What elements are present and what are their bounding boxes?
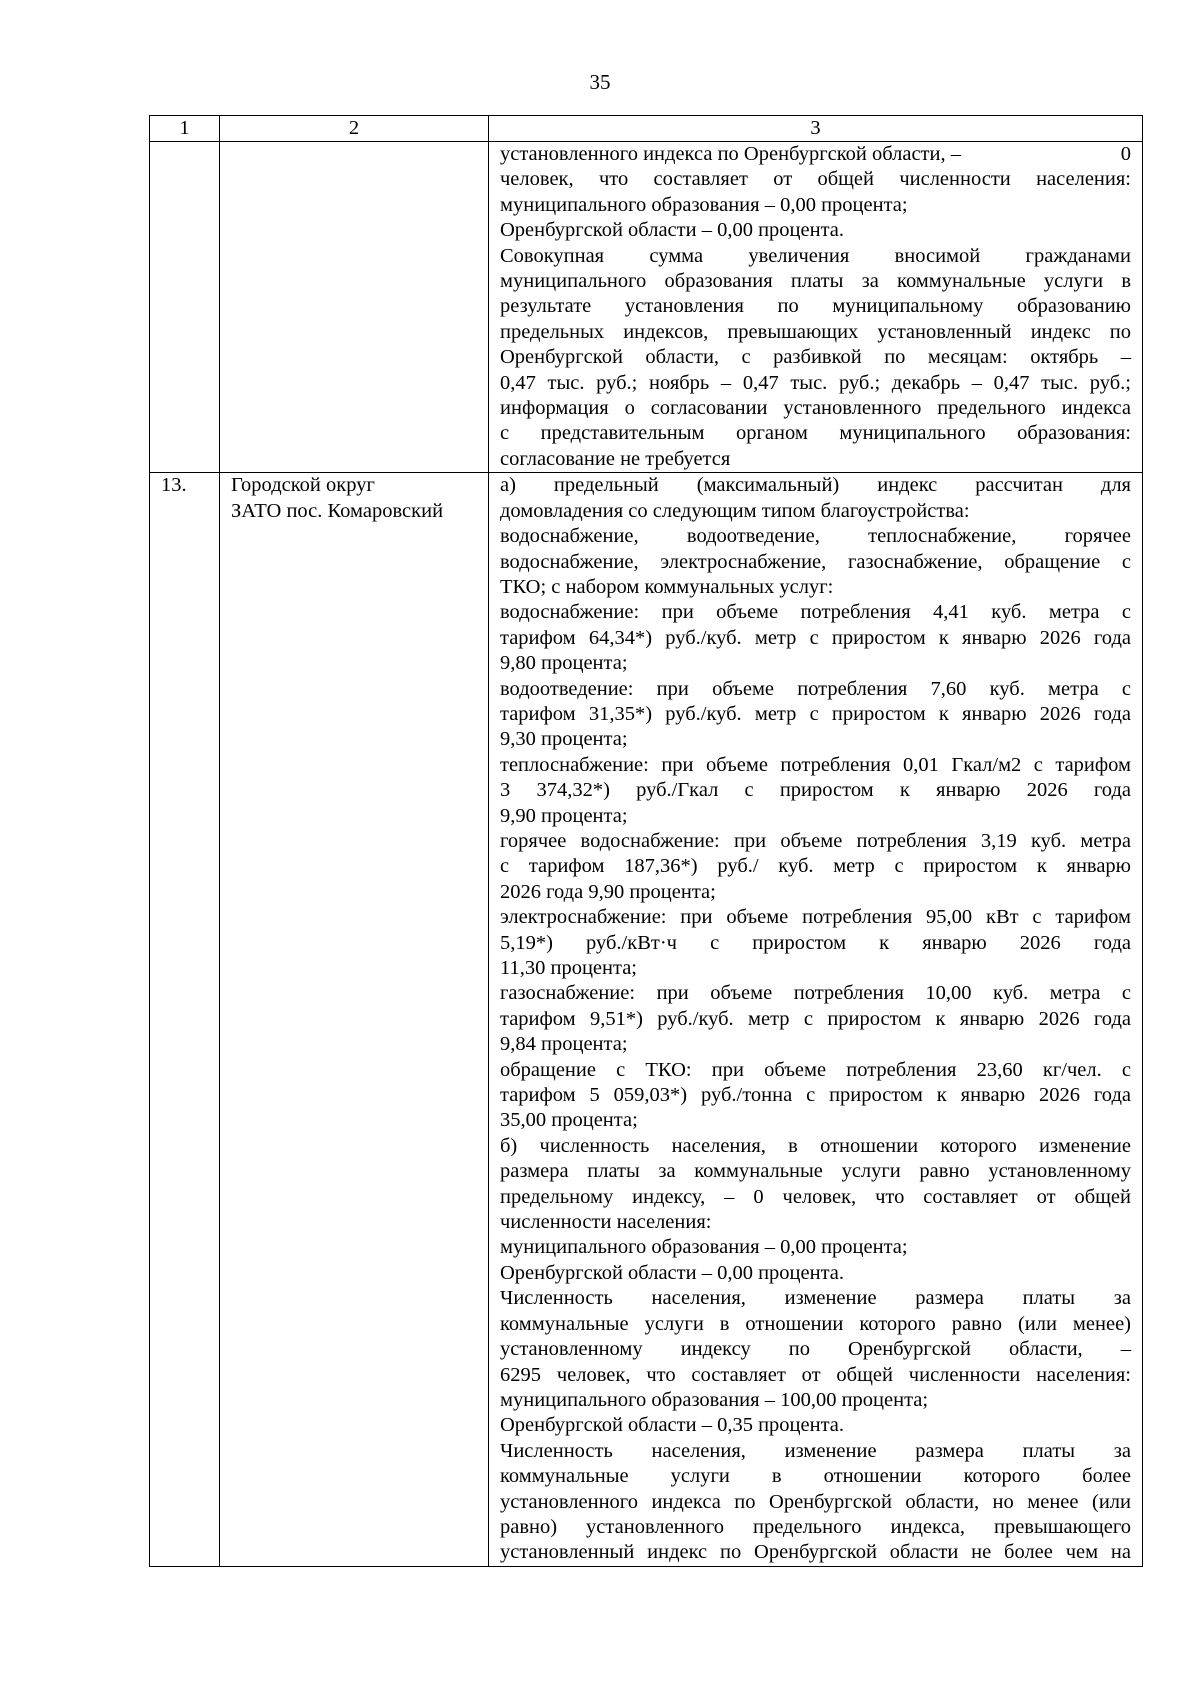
text-line-part: 0	[1120, 143, 1131, 165]
municipality-name	[220, 473, 489, 1566]
text-line: 9,30 процента;	[500, 728, 628, 751]
text-line: Оренбургской области – 0,00 процента.	[500, 219, 845, 242]
text-line: горячее водоснабжение: при объеме потребления 3,19 куб. метра	[500, 829, 1131, 852]
municipality-name-line: ЗАТО пос. Комаровский	[231, 499, 444, 522]
text-line: Оренбургской области, с разбивкой по месяцам: октябрь –	[500, 346, 1131, 369]
text-line: 6295 человек, что составляет от общей численности населения:	[500, 1363, 1131, 1386]
text-line: коммунальные услуги в отношении которого равно (или менее)	[500, 1312, 1131, 1335]
text-line: домовладения со следующим типом благоустройства:	[500, 499, 970, 522]
text-line: водоснабжение, электроснабжение, газоснабжение, обращение с	[500, 550, 1131, 573]
text-line: численности населения:	[500, 1211, 712, 1234]
text-line: тарифом 9,51*) руб./куб. метр с приростом к январю 2026 года	[500, 1007, 1131, 1030]
row-number: 13.	[150, 473, 220, 1566]
table-row-13	[150, 473, 1143, 1566]
text-line: водоснабжение: при объеме потребления 4,41 куб. метра с	[500, 601, 1131, 624]
text-line: б) численность населения, в отношении которого изменение	[500, 1134, 1131, 1157]
text-line: предельных индексов, превышающих установленный индекс по	[500, 320, 1131, 343]
text-line: ТКО; с набором коммунальных услуг:	[500, 575, 834, 598]
text-line: установленный индекс по Оренбургской области не более чем на	[500, 1541, 1131, 1564]
text-line: муниципального образования – 0,00 процента;	[500, 1236, 908, 1259]
row-number	[150, 142, 220, 473]
text-line: тарифом 31,35*) руб./куб. метр с приростом к январю 2026 года	[500, 702, 1131, 725]
text-line: установленному индексу по Оренбургской области, –	[500, 1338, 1131, 1361]
municipality-name	[220, 142, 489, 473]
text-line: 9,90 процента;	[500, 804, 628, 827]
text-line: установленного индекса по Оренбургской области, но менее (или	[500, 1490, 1131, 1513]
text-line: 3 374,32*) руб./Гкал с приростом к январю 2026 года	[500, 779, 1131, 802]
municipality-name-line: Городской округ	[231, 474, 375, 497]
text-line: Совокупная сумма увеличения вносимой гражданами	[500, 244, 1131, 267]
text-line: муниципального образования – 0,00 процента;	[500, 193, 908, 216]
table-header-row	[150, 116, 1143, 142]
text-line: газоснабжение: при объеме потребления 10,00 куб. метра с	[500, 982, 1131, 1005]
text-line: коммунальные услуги в отношении которого более	[500, 1465, 1131, 1488]
text-line: размера платы за коммунальные услуги равно установленному	[500, 1160, 1131, 1183]
text-line: предельному индексу, – 0 человек, что составляет от общей	[500, 1185, 1131, 1208]
table-row-continued	[150, 142, 1143, 473]
text-line: теплоснабжение: при объеме потребления 0,01 Гкал/м2 с тарифом	[500, 753, 1131, 776]
text-line: 9,84 процента;	[500, 1033, 628, 1056]
text-line: 11,30 процента;	[500, 957, 638, 979]
text-line: муниципального образования платы за коммунальные услуги в	[500, 270, 1131, 293]
text-line: 5,19*) руб./кВт·ч с приростом к январю 2026 года	[500, 931, 1131, 954]
text-line: водоотведение: при объеме потребления 7,60 куб. метра с	[500, 677, 1131, 700]
text-line: Оренбургской области – 0,35 процента.	[500, 1414, 845, 1437]
text-line: а) предельный (максимальный) индекс рассчитан для	[500, 474, 1131, 497]
text-line: равно) установленного предельного индекса, превышающего	[500, 1515, 1131, 1538]
text-line: 9,80 процента;	[500, 652, 628, 675]
text-line: тарифом 64,34*) руб./куб. метр с приростом к январю 2026 года	[500, 626, 1131, 649]
text-line: результате установления по муниципальному образованию	[500, 295, 1131, 318]
text-line: муниципального образования – 100,00 процента;	[500, 1388, 929, 1411]
text-line-part: установленного индекса по Оренбургской области, –	[500, 143, 961, 165]
row-description	[489, 142, 1143, 473]
text-line: Оренбургской области – 0,00 процента.	[500, 1261, 845, 1284]
text-line: Численность населения, изменение размера платы за	[500, 1439, 1131, 1462]
page-number: 35	[589, 70, 611, 94]
text-line: человек, что составляет от общей численности населения:	[500, 168, 1131, 191]
text-line: 35,00 процента;	[500, 1109, 638, 1132]
text-line	[500, 142, 1131, 167]
text-line: 0,47 тыс. руб.; ноябрь – 0,47 тыс. руб.; декабрь – 0,47 тыс. руб.;	[500, 371, 1131, 394]
text-line: согласование не требуется	[500, 447, 731, 470]
header-col-3: 3	[489, 116, 1143, 142]
index-table	[149, 115, 1143, 1567]
header-col-2: 2	[220, 116, 489, 142]
text-line: информация о согласовании установленного предельного индекса	[500, 397, 1131, 420]
text-line: водоснабжение, водоотведение, теплоснабжение, горячее	[500, 525, 1131, 548]
text-line: 2026 года 9,90 процента;	[500, 880, 716, 903]
text-line: с представительным органом муниципального образования:	[500, 422, 1131, 445]
text-line: Численность населения, изменение размера платы за	[500, 1287, 1131, 1310]
text-line: тарифом 5 059,03*) руб./тонна с приростом к январю 2026 года	[500, 1084, 1131, 1107]
text-line: с тарифом 187,36*) руб./ куб. метр с приростом к январю	[500, 855, 1131, 878]
row-description	[489, 473, 1143, 1566]
text-line: электроснабжение: при объеме потребления 95,00 кВт с тарифом	[500, 906, 1131, 929]
text-line: обращение с ТКО: при объеме потребления 23,60 кг/чел. с	[500, 1058, 1131, 1081]
header-col-1: 1	[150, 116, 220, 142]
